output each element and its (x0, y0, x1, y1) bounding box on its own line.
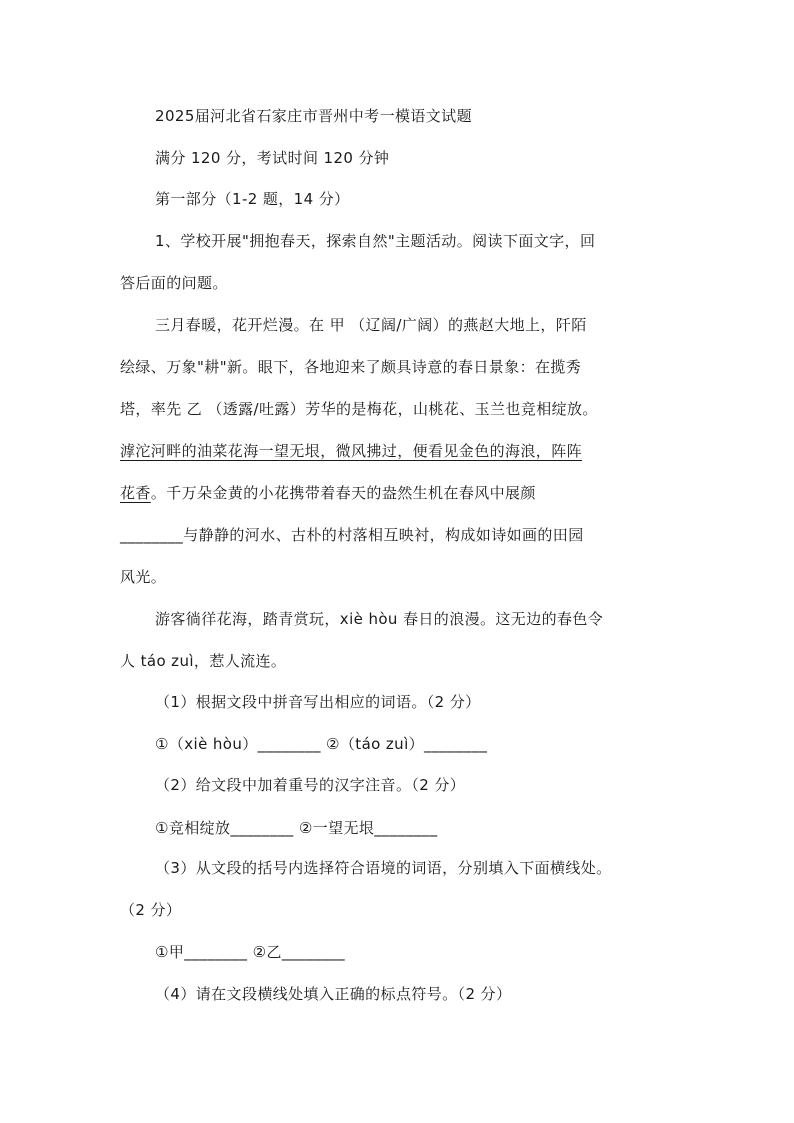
subquestion-3-answer-blanks: ①甲________ ②乙________ (155, 943, 346, 961)
passage-line (120, 483, 536, 503)
subquestion-2-answer-blanks: ①竞相绽放________ ②一望无垠________ (155, 819, 438, 837)
exam-meta: 满分 120 分，考试时间 120 分钟 (155, 149, 390, 167)
passage-line: 三月春暖，花开烂漫。在 甲 （辽阔/广阔）的燕赵大地上，阡陌 (155, 316, 587, 334)
subquestion-1-prompt: （1）根据文段中拼音写出相应的词语。（2 分） (155, 693, 481, 711)
subquestion-4-prompt: （4）请在文段横线处填入正确的标点符号。（2 分） (155, 985, 512, 1003)
subquestion-3-prompt-line-1: （3）从文段的括号内选择符合语境的词语，分别填入下面横线处。 (155, 859, 612, 877)
passage-underlined-fragment: 花香 (120, 484, 151, 502)
section-heading: 第一部分（1-2 题，14 分） (155, 190, 350, 208)
subquestion-1-answer-blanks: ①（xiè hòu）________ ②（táo zuì）________ (155, 735, 488, 753)
passage-line: 游客徜徉花海，踏青赏玩，xiè hòu 春日的浪漫。这无边的春色令 (155, 610, 604, 628)
passage-line: 绘绿、万象"耕"新。眼下，各地迎来了颇具诗意的春日景象：在揽秀 (120, 358, 582, 376)
passage-line: 人 táo zuì，惹人流连。 (120, 652, 287, 670)
question-1-intro-line-1: 1、学校开展"拥抱春天，探索自然"主题活动。阅读下面文字，回 (155, 232, 596, 250)
passage-line: 塔，率先 乙 （透露/吐露）芳华的是梅花，山桃花、玉兰也竞相绽放。 (120, 400, 598, 418)
passage-underlined-line: 滹沱河畔的油菜花海一望无垠，微风拂过，便看见金色的海浪，阵阵 (120, 442, 583, 460)
passage-line: 风光。 (120, 568, 167, 586)
subquestion-2-prompt: （2）给文段中加着重号的汉字注音。（2 分） (155, 776, 466, 794)
passage-fragment: 。千万朵金黄的小花携带着春天的盎然生机在春风中展颜 (150, 484, 536, 502)
subquestion-3-prompt-line-2: （2 分） (120, 901, 182, 919)
exam-title: 2025届河北省石家庄市晋州中考一模语文试题 (155, 107, 472, 125)
question-1-intro-line-2: 答后面的问题。 (120, 274, 228, 292)
passage-line-with-blank: ________与静静的河水、古朴的村落相互映衬，构成如诗如画的田园 (120, 526, 584, 544)
